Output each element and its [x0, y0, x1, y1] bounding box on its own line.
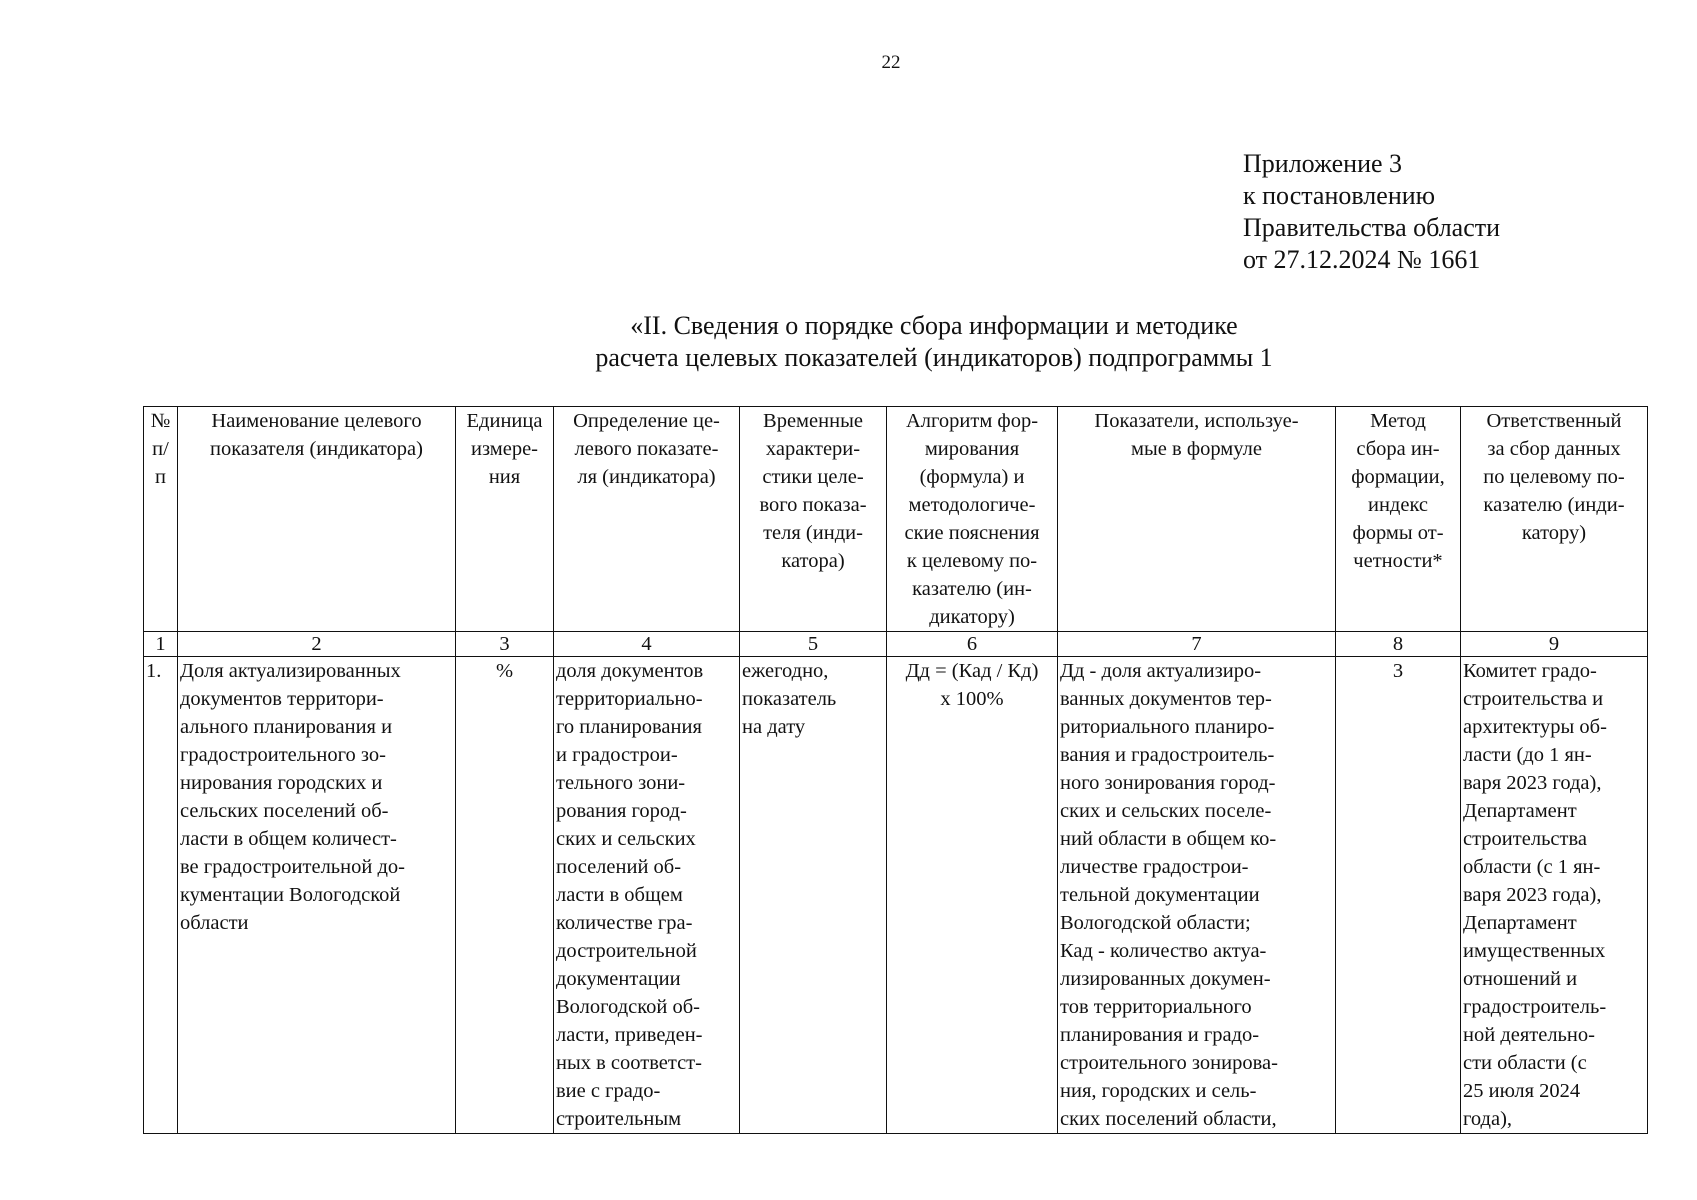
- cell-indicator-name: [178, 657, 456, 1134]
- header-line: левого показате-: [574, 438, 719, 460]
- column-number: 4: [554, 632, 740, 657]
- cell-line: документов территори-: [180, 688, 384, 710]
- header-cell-collection-method: [1336, 407, 1461, 632]
- header-line: сбора ин-: [1356, 438, 1440, 460]
- cell-line: градостроитель-: [1463, 996, 1607, 1018]
- cell-line: доля документов: [556, 660, 704, 682]
- header-cell-unit: [456, 407, 554, 632]
- header-line: Временные: [763, 410, 863, 432]
- header-line: казателю (инди-: [1483, 494, 1625, 516]
- cell-responsible: [1461, 657, 1648, 1134]
- cell-line: ских и сельских: [556, 828, 696, 850]
- cell-line: Кад - количество актуа-: [1060, 940, 1267, 962]
- cell-line: документации: [556, 968, 681, 990]
- cell-line: показатель: [742, 688, 837, 710]
- table-row: [144, 657, 1648, 1134]
- column-number: 6: [887, 632, 1058, 657]
- header-line: за сбор данных: [1487, 438, 1621, 460]
- cell-line: 25 июля 2024: [1463, 1080, 1581, 1102]
- cell-time-characteristics: [740, 657, 887, 1134]
- cell-line: риториального планиро-: [1060, 716, 1275, 738]
- cell-line: 1.: [146, 660, 162, 682]
- cell-line: личестве градострои-: [1060, 856, 1249, 878]
- cell-line: ласти в общем количест-: [180, 828, 397, 850]
- cell-line: вания и градостроитель-: [1060, 744, 1275, 766]
- cell-line: ного зонирования город-: [1060, 772, 1276, 794]
- cell-line: варя 2023 года),: [1463, 884, 1602, 906]
- header-line: к целевому по-: [906, 550, 1038, 572]
- header-line: формы от-: [1352, 522, 1444, 544]
- cell-line: 3: [1392, 660, 1404, 682]
- cell-line: имущественных: [1463, 940, 1606, 962]
- cell-line: Вологодской области;: [1060, 912, 1251, 934]
- cell-formula: [887, 657, 1058, 1134]
- cell-line: ванных документов тер-: [1060, 688, 1272, 710]
- header-cell-algorithm: [887, 407, 1058, 632]
- cell-line: и градострои-: [556, 744, 678, 766]
- column-number: 5: [740, 632, 887, 657]
- header-cell-responsible: [1461, 407, 1648, 632]
- cell-line: лизированных докумен-: [1060, 968, 1271, 990]
- cell-definition: [554, 657, 740, 1134]
- cell-line: %: [495, 660, 514, 682]
- cell-line: ных в соответст-: [556, 1052, 702, 1074]
- cell-line: го планирования: [556, 716, 702, 738]
- header-line: показателя (индикатора): [210, 438, 423, 460]
- cell-line: достроительной: [556, 940, 697, 962]
- cell-line: ласти в общем: [556, 884, 683, 906]
- cell-formula-indicators: [1058, 657, 1336, 1134]
- appendix-line: от 27.12.2024 № 1661: [1243, 245, 1481, 274]
- cell-number: [144, 657, 178, 1134]
- header-line: катора): [781, 550, 845, 572]
- header-line: дикатору): [929, 606, 1015, 628]
- header-line: п/: [152, 438, 169, 460]
- header-line: (формула) и: [919, 466, 1025, 488]
- header-line: четности*: [1353, 550, 1443, 572]
- header-line: стики целе-: [762, 466, 864, 488]
- header-cell-indicator-name: [178, 407, 456, 632]
- header-cell-number: [144, 407, 178, 632]
- header-line: Определение це-: [573, 410, 720, 432]
- header-line: ния: [488, 466, 521, 488]
- header-line: ские пояснения: [904, 522, 1040, 544]
- cell-line: ной деятельно-: [1463, 1024, 1595, 1046]
- column-number: 2: [178, 632, 456, 657]
- cell-line: территориально-: [556, 688, 703, 710]
- cell-line: нирования городских и: [180, 772, 383, 794]
- cell-line: Доля актуализированных: [180, 660, 401, 682]
- header-cell-definition: [554, 407, 740, 632]
- header-line: Алгоритм фор-: [905, 410, 1039, 432]
- cell-line: ских поселений области,: [1060, 1108, 1277, 1130]
- header-cell-time-characteristics: [740, 407, 887, 632]
- header-line: Ответственный: [1486, 410, 1622, 432]
- cell-line: ального планирования и: [180, 716, 393, 738]
- cell-unit: [456, 657, 554, 1134]
- cell-line: строительства: [1463, 828, 1587, 850]
- header-line: п: [155, 466, 166, 488]
- header-row: [144, 407, 1648, 632]
- header-line: Метод: [1370, 410, 1426, 432]
- title-line: «II. Сведения о порядке сбора информации и методике: [630, 311, 1238, 340]
- appendix-block: [1243, 148, 1500, 276]
- cell-line: Департамент: [1463, 912, 1577, 934]
- header-line: ля (индикатора): [577, 466, 716, 488]
- cell-line: Комитет градо-: [1463, 660, 1597, 682]
- cell-line: тельной документации: [1060, 884, 1260, 906]
- column-number: 9: [1461, 632, 1648, 657]
- cell-line: градостроительного зо-: [180, 744, 386, 766]
- column-number: 7: [1058, 632, 1336, 657]
- cell-line: ласти (до 1 ян-: [1463, 744, 1592, 766]
- header-line: мые в формуле: [1131, 438, 1262, 460]
- cell-line: строительного зонирова-: [1060, 1052, 1278, 1074]
- cell-line: сти области (с: [1463, 1052, 1587, 1074]
- cell-line: области: [180, 912, 249, 934]
- column-number: 1: [144, 632, 178, 657]
- title-line: расчета целевых показателей (индикаторов) подпрограммы 1: [595, 343, 1273, 372]
- header-line: Наименование целевого: [211, 410, 422, 432]
- cell-line: сельских поселений об-: [180, 800, 389, 822]
- cell-line: ских и сельских поселе-: [1060, 800, 1272, 822]
- cell-line: планирования и градо-: [1060, 1024, 1260, 1046]
- cell-line: количестве гра-: [556, 912, 693, 934]
- document-title: [460, 310, 1408, 374]
- header-line: Единица: [466, 410, 543, 432]
- cell-line: отношений и: [1463, 968, 1578, 990]
- header-line: №: [150, 410, 171, 432]
- cell-line: Дд = (Кад / Кд): [905, 660, 1039, 682]
- header-cell-formula-indicators: [1058, 407, 1336, 632]
- cell-line: области (с 1 ян-: [1463, 856, 1601, 878]
- cell-line: Дд - доля актуализиро-: [1060, 660, 1262, 682]
- column-number: 3: [456, 632, 554, 657]
- cell-line: ласти, приведен-: [556, 1024, 703, 1046]
- cell-line: х 100%: [940, 688, 1004, 710]
- cell-line: ния, городских и сель-: [1060, 1080, 1257, 1102]
- cell-line: года),: [1463, 1108, 1513, 1130]
- indicators-table: [143, 406, 1648, 1134]
- cell-line: тов территориального: [1060, 996, 1252, 1018]
- header-line: измере-: [470, 438, 539, 460]
- cell-line: ежегодно,: [742, 660, 829, 682]
- cell-line: варя 2023 года),: [1463, 772, 1602, 794]
- column-number: 8: [1336, 632, 1461, 657]
- header-line: катору): [1521, 522, 1587, 544]
- cell-collection-method: [1336, 657, 1461, 1134]
- cell-line: архитектуры об-: [1463, 716, 1607, 738]
- cell-line: поселений об-: [556, 856, 682, 878]
- column-number-row: [144, 632, 1648, 657]
- header-line: индекс: [1367, 494, 1429, 516]
- cell-line: ве градостроительной до-: [180, 856, 405, 878]
- header-line: методологиче-: [908, 494, 1036, 516]
- cell-line: вие с градо-: [556, 1080, 661, 1102]
- header-line: формации,: [1351, 466, 1445, 488]
- cell-line: строительства и: [1463, 688, 1604, 710]
- header-line: мирования: [924, 438, 1020, 460]
- cell-line: рования город-: [556, 800, 687, 822]
- page-number: 22: [881, 52, 901, 73]
- appendix-line: к постановлению: [1243, 181, 1436, 210]
- header-line: характери-: [765, 438, 861, 460]
- header-line: Показатели, используе-: [1094, 410, 1299, 432]
- appendix-line: Правительства области: [1243, 213, 1501, 242]
- header-line: казателю (ин-: [912, 578, 1032, 600]
- cell-line: Департамент: [1463, 800, 1577, 822]
- cell-line: ний области в общем ко-: [1060, 828, 1277, 850]
- appendix-line: Приложение 3: [1243, 149, 1403, 178]
- header-line: теля (инди-: [763, 522, 863, 544]
- cell-line: Вологодской об-: [556, 996, 700, 1018]
- header-line: по целевому по-: [1483, 466, 1625, 488]
- header-line: вого показа-: [759, 494, 867, 516]
- cell-line: кументации Вологодской: [180, 884, 401, 906]
- cell-line: строительным: [556, 1108, 682, 1130]
- cell-line: на дату: [742, 716, 806, 738]
- cell-line: тельного зони-: [556, 772, 686, 794]
